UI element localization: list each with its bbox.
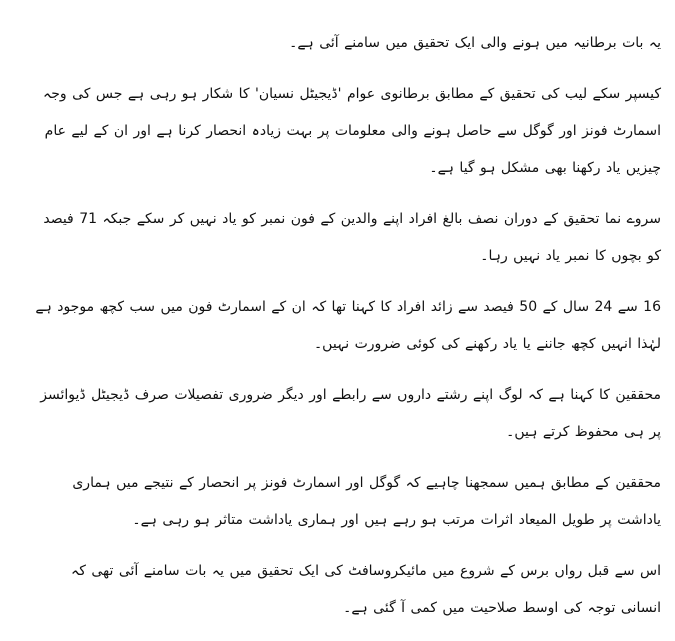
article-paragraph: یہ بات برطانیہ میں ہونے والی ایک تحقیق میں سامنے آئی ہے۔ (289, 35, 661, 51)
article-paragraph: کیسپر سکے لیب کی تحقیق کے مطابق برطانوی عوام 'ڈیجیٹل نسیان' کا شکار ہو رہی ہے جس کی وجہ اسمارٹ فونز اور گوگل سے حاصل ہونے والی معلومات پر بہت زیادہ انحصار کرنا ہے اور ان کے لیے عام چیزیں یاد رکھنا بھی مشکل ہو گیا ہے۔ (43, 86, 661, 176)
article-paragraph: سروے نما تحقیق کے دوران نصف بالغ افراد اپنے والدین کے فون نمبر کو یاد نہیں کر سکے جبکہ 71 فیصد کو بچوں کا نمبر یاد نہیں رہا۔ (43, 211, 661, 264)
article-paragraph: محققین کے مطابق ہمیں سمجھنا چاہیے کہ گوگل اور اسمارٹ فونز پر انحصار کے نتیجے میں ہماری یاداشت پر طویل المیعاد اثرات مرتب ہو رہے ہیں اور ہماری یاداشت متاثر ہو رہی ہے۔ (72, 475, 661, 528)
article-paragraph-partial (30, 0, 661, 11)
article-paragraph-partial: اس سے قبل رواں برس کے شروع میں مائیکروسافٹ کی ایک تحقیق میں یہ بات سامنے آئی تھی کہ انسانی توجہ کی اوسط صلاحیت میں کمی آ گئی ہے۔ (71, 563, 661, 616)
article-body (30, 0, 661, 641)
article-paragraph: 16 سے 24 سال کے 50 فیصد سے زائد افراد کا کہنا تھا کہ ان کے اسمارٹ فون میں سب کچھ موجود ہے لہٰذا انہیں کچھ جاننے یا یاد رکھنے کی کوئی ضرورت نہیں۔ (35, 299, 661, 352)
article-paragraph: محققین کا کہنا ہے کہ لوگ اپنے رشتے داروں سے رابطے اور دیگر ضروری تفصیلات صرف ڈیجیٹل ڈیوائسز پر ہی محفوظ کرتے ہیں۔ (40, 387, 661, 440)
